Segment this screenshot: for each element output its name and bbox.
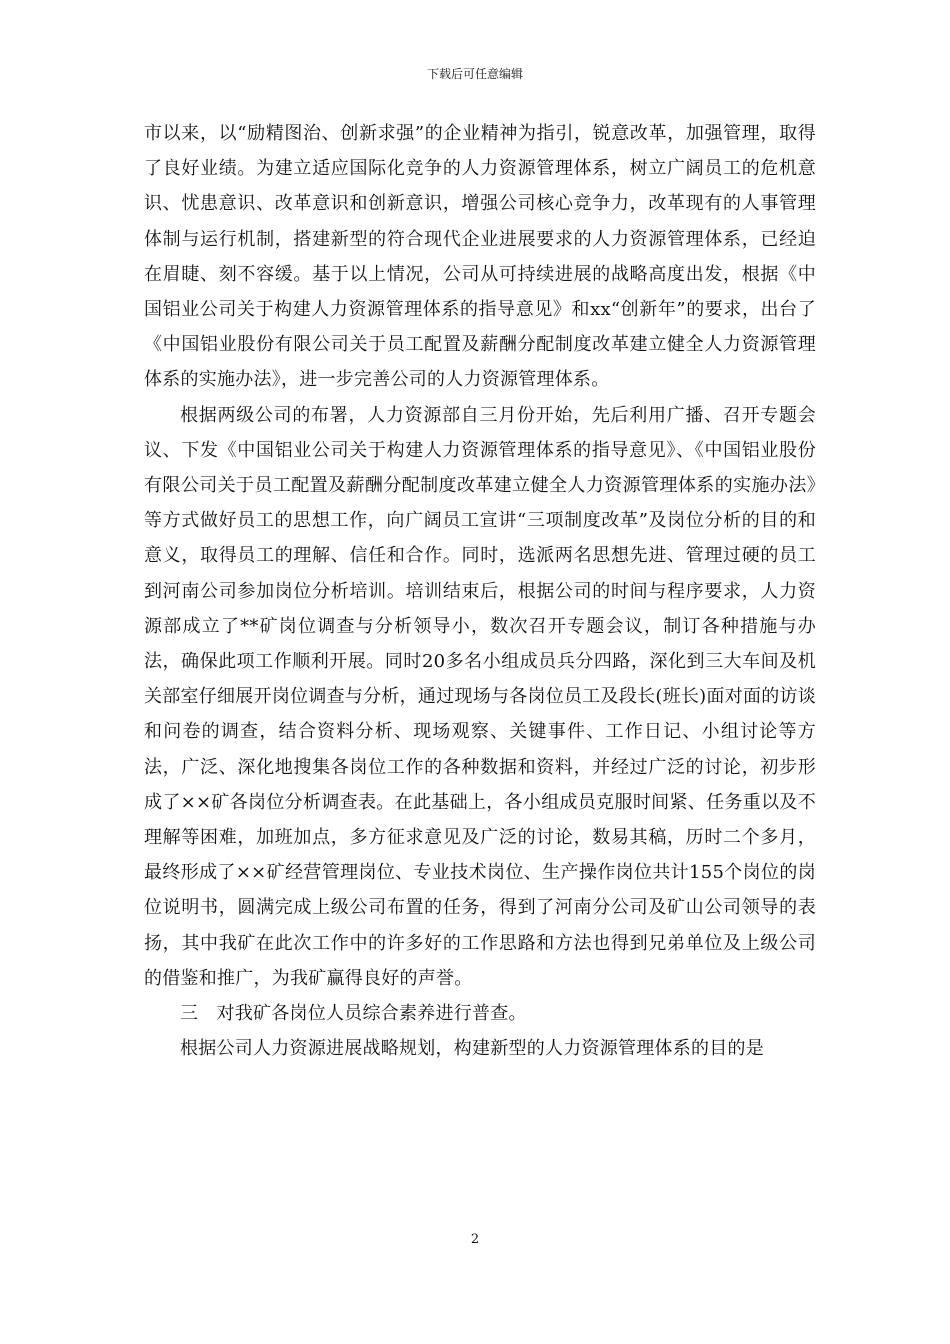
paragraph-strategy: 根据公司人力资源进展战略规划，构建新型的人力资源管理体系的目的是 [180, 1038, 764, 1060]
document-body [144, 116, 816, 1066]
paragraph-briefing: 根据两级公司的布署，人力资源部自三月份开始，先后利用广播、召开专题会议、下发《中国铝业公司关于构建人力资源管理体系的指导意见》、《中国铝业股份有限公司关于员工配置及薪酬分配制度改革建立健全人力资源管理体系的实施办法》等方式做好员工的思想工作，向广阔员工宣讲“三项制度改革”及岗位分析的目的和意义，取得员工的理解、信任和合作。同时，选派两名思想先进、管理过硬的员工到河南公司参加岗位分析培训。培训结束后，根据公司的时间与程序要求，人力资源部成立了**矿岗位调查与分析领导小，数次召开专题会议，制订各种措施与办法，确保此项工作顺利开展。同时20多名小组成员兵分四路，深化到三大车间及机关部室仔细展开岗位调查与分析，通过现场与各岗位员工及段长(班长)面对面的访谈和问卷的调查，结合资料分析、现场观察、关键事件、工作日记、小组讨论等方法，广泛、深化地搜集各岗位工作的各种数据和资料，并经过广泛的讨论，初步形成了××矿各岗位分析调查表。在此基础上，各小组成员克服时间紧、任务重以及不理解等困难，加班加点，多方征求意见及广泛的讨论，数易其稿，历时二个多月，最终形成了××矿经营管理岗位、专业技术岗位、生产操作岗位共计155个岗位的岗位说明书，圆满完成上级公司布置的任务，得到了河南分公司及矿山公司领导的表扬，其中我矿在此次工作中的许多好的工作思路和方法也得到兄弟单位及上级公司的借鉴和推广，为我矿赢得良好的声誉。 [144, 404, 816, 989]
page-header: 下载后可任意编辑 [426, 67, 523, 81]
paragraph-continuation: 市以来，以“励精图治、创新求强”的企业精神为指引，锐意改革，加强管理，取得了良好业绩。为建立适应国际化竞争的人力资源管理体系，树立广阔员工的危机意识、忧患意识、改革意识和创新意识，增强公司核心竞争力，改革现有的人事管理体制与运行机制，搭建新型的符合现代企业进展要求的人力资源管理体系，已经迫在眉睫、刻不容缓。基于以上情况，公司从可持续进展的战略高度出发，根据《中国铝业公司关于构建人力资源管理体系的指导意见》和xx“创新年”的要求，出台了《中国铝业股份有限公司关于员工配置及薪酬分配制度改革建立健全人力资源管理体系的实施办法》，进一步完善公司的人力资源管理体系。 [144, 123, 816, 391]
section-heading-three: 三 对我矿各岗位人员综合素养进行普查。 [180, 1003, 527, 1025]
page-number: 2 [470, 1232, 480, 1247]
